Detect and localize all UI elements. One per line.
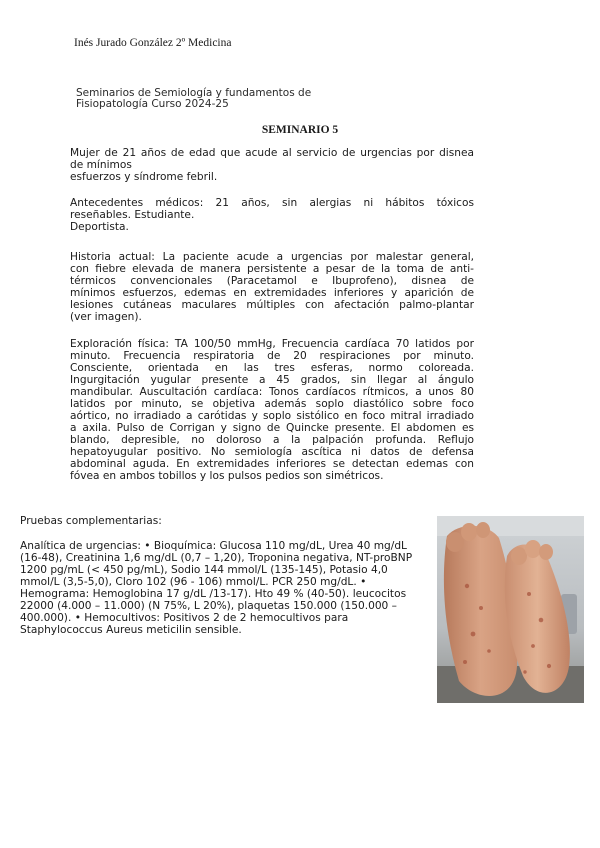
text-line: • Hemograma: Hemoglobina 17 g/dL /13-17). Hto 49 % (40-50). xyxy=(20,576,367,600)
text-line: Aureus xyxy=(106,624,143,636)
text-line: blando, depresible, no doloroso a la palpación profunda. Reflujo xyxy=(70,434,474,446)
text-line: Historia actual: La paciente acude a urgencias por malestar general, xyxy=(70,251,474,263)
seminar-title: SEMINARIO 5 xyxy=(261,124,339,136)
text-line: reseñables. Estudiante. xyxy=(70,209,195,221)
text-line: minuto. Frecuencia respiratoria de 20 respiraciones por minuto. xyxy=(70,350,474,362)
text-line: mandibular. Auscultación cardíaca: Tonos cardíacos rítmicos, a unos 80 xyxy=(70,386,474,398)
text-line: (ver imagen). xyxy=(70,311,142,323)
text-line: meticilin sensible. xyxy=(146,624,242,636)
author-name: Inés Jurado González 2º Medicina xyxy=(74,37,232,49)
text-line: Exploración física: TA 100/50 mmHg, Frecuencia cardíaca 70 latidos por xyxy=(70,338,474,350)
text-line: lesiones cutáneas maculares múltiples con afectación palmo-plantar xyxy=(70,299,474,311)
text-line: latidos por minuto, se objetiva además soplo diastólico sobre foco xyxy=(70,398,474,410)
text-line: térmicos convencionales (Paracetamol e Ibuprofeno), disnea de xyxy=(70,275,474,287)
text-line: 400.000). xyxy=(20,612,72,624)
text-line: Antecedentes médicos: 21 años, sin alergias ni hábitos tóxicos xyxy=(70,197,474,209)
lab-results xyxy=(20,540,418,636)
tests-heading: Pruebas complementarias: xyxy=(20,515,162,527)
course-info xyxy=(76,88,311,110)
text-line: mínimos esfuerzos, edemas en extremidades inferiores y aparición de xyxy=(70,287,474,299)
text-line: 144 mmol/L (135-145), Potasio 4,0 mmol/L (3,5-5,0), Cloro 102 (96 - xyxy=(20,564,388,588)
text-line: Deportista. xyxy=(70,221,129,233)
text-line: Sodio xyxy=(171,564,201,576)
text-line: 1,6 mg/dL xyxy=(123,552,178,564)
text-line: • Hemocultivos: Positivos 2 de 2 hemocultivos para Staphylococcus xyxy=(20,612,349,636)
text-line: (0,7 – 1,20), Troponina negativa, NT-proBNP 1200 pg/mL (< 450 pg/mL), xyxy=(20,552,413,576)
feet-lesions-illustration xyxy=(437,516,584,703)
text-line: esfuerzos y síndrome febril. xyxy=(70,171,218,183)
text-line: Mujer de 21 años de edad que acude al servicio de urgencias por disnea xyxy=(70,147,474,159)
text-line: leucocitos 22000 xyxy=(20,588,407,612)
current-history-paragraph xyxy=(70,251,474,323)
text-line: a axila. Pulso de Corrigan y signo de Quincke presente. El abdomen es xyxy=(70,422,474,434)
medical-history-paragraph xyxy=(70,197,474,233)
feet-lesions-photo xyxy=(437,516,584,703)
text-line: con fiebre elevada de manera persistente a pesar de la toma de anti- xyxy=(70,263,474,275)
text-line: Ingurgitación yugular presente a 45 grados, sin llegar al ángulo xyxy=(70,374,474,386)
text-line: de mínimos xyxy=(70,159,132,171)
text-line: 106) xyxy=(197,576,223,588)
text-line: Analítica de urgencias: xyxy=(20,540,141,552)
text-line: abdominal aguda. En extremidades inferiores se detectan edemas con xyxy=(70,458,474,470)
course-line: Fisiopatología Curso 2024-25 xyxy=(76,98,229,110)
course-line: Seminarios de Semiología y fundamentos de xyxy=(76,87,312,99)
text-line: fóvea en ambos tobillos y los pulsos pedios son simétricos. xyxy=(70,470,384,482)
text-line: mmol/L. PCR 250 mg/dL. xyxy=(225,576,357,588)
physical-exam-paragraph xyxy=(70,338,474,482)
text-line: aórtico, no irradiado a carótidas y soplo sistólico en foco mitral irradiado xyxy=(70,410,474,422)
text-line: • Bioquímica: Glucosa 110 mg/dL, Urea 40 mg/dL (16-48), Creatinina xyxy=(20,540,407,564)
text-line: Consciente, orientada en las tres esferas, normo coloreada. xyxy=(70,362,474,374)
text-line: (4.000 – 11.000) (N 75%, L 20%), plaquetas 150.000 (150.000 – xyxy=(57,600,397,612)
case-intro-paragraph xyxy=(70,147,474,183)
text-line: hepatoyugular positivo. No semiología ascítica ni datos de defensa xyxy=(70,446,474,458)
